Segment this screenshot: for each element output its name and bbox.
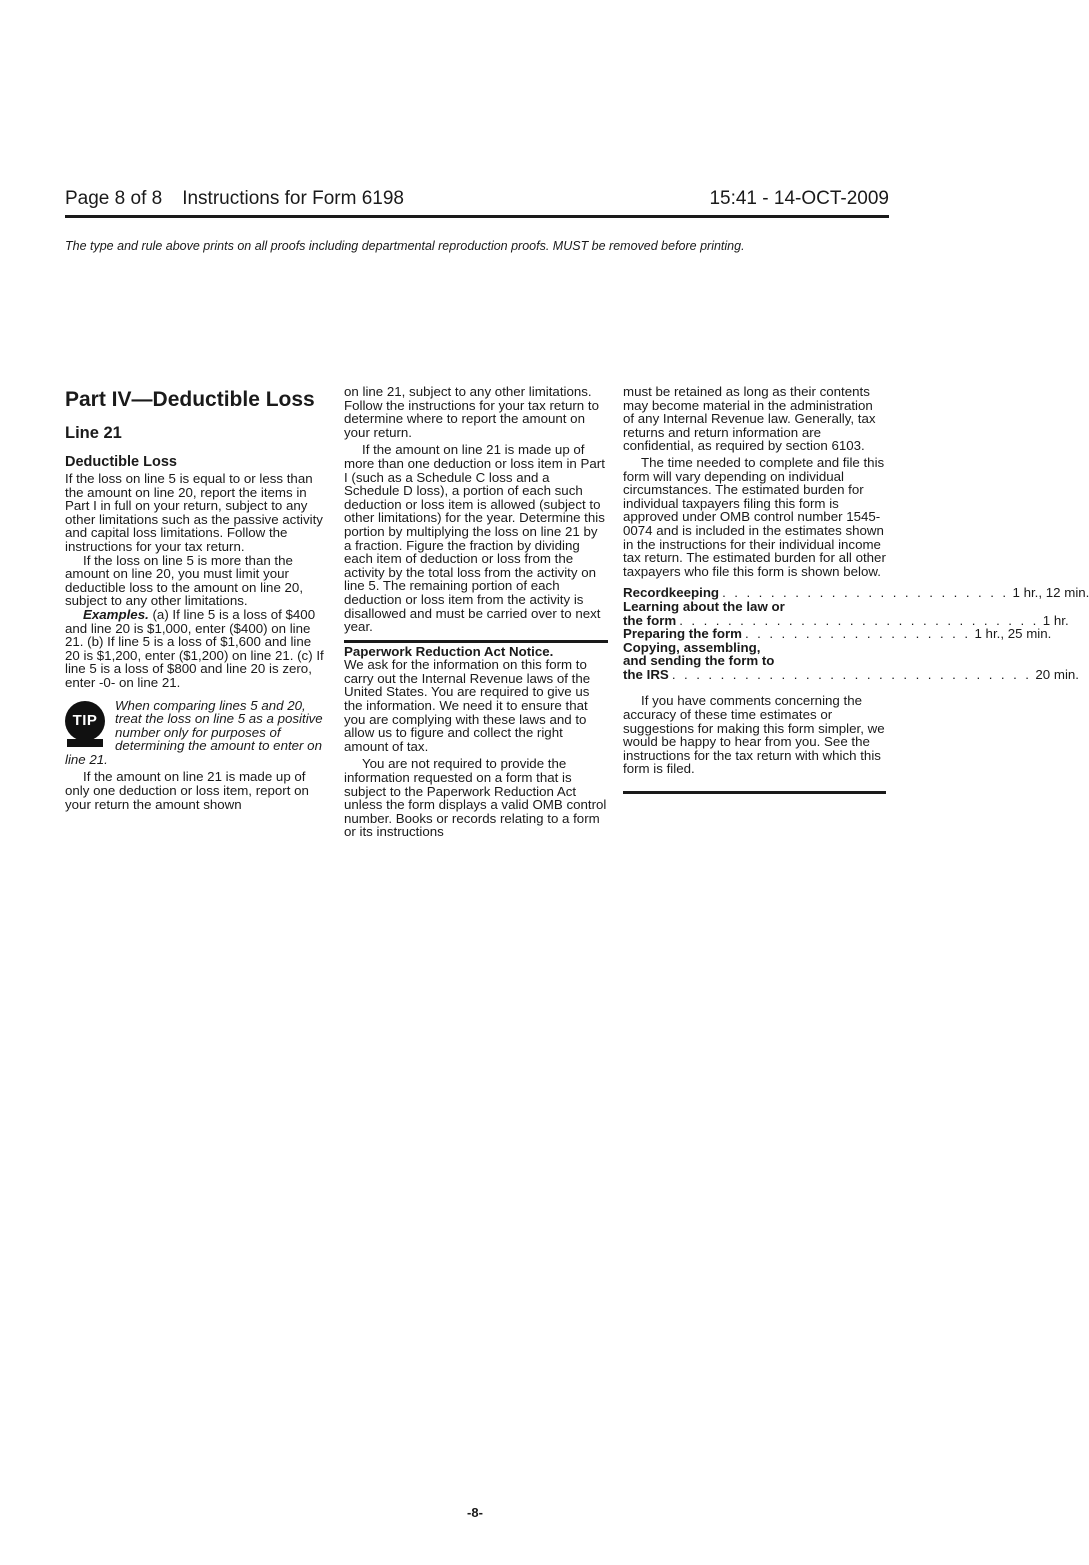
paragraph: on line 21, subject to any other limitations. Follow the instructions for your tax return to determine where to report the amount on your return. bbox=[344, 384, 599, 440]
burden-table bbox=[623, 585, 1089, 682]
header-rule bbox=[65, 215, 889, 218]
paragraph: The time needed to complete and file this form will vary depending on individual circumstances. The estimated burden for individual taxpayers filing this form is approved under OMB control number 1545-0074 and is included in the estimates shown in the instructions for their individual income tax return. The estimated burden for all other taxpayers who file this form is shown below. bbox=[623, 454, 886, 579]
burden-row-copying: the IRS . . . . . . . . . . . . . . . . . . . . . . . . . . . . . . 20 min. bbox=[623, 666, 1079, 682]
examples-paragraph bbox=[65, 608, 327, 690]
header-left bbox=[65, 188, 404, 210]
burden-row-copying-label-2: and sending the form to bbox=[623, 653, 775, 669]
burden-row-learning-label: Learning about the law or bbox=[623, 598, 785, 614]
end-rule bbox=[623, 791, 886, 794]
burden-row-recordkeeping: Recordkeeping . . . . . . . . . . . . . . . . . . . . . . . . 1 hr., 12 min. bbox=[623, 585, 1089, 601]
burden-row-copying-label: Copying, assembling, bbox=[623, 639, 761, 655]
tip-text: When comparing lines 5 and 20, treat the loss on line 5 as a positive number only for purposes of determining the amount to enter on line 21. bbox=[65, 697, 323, 767]
paragraph: We ask for the information on this form to carry out the Internal Revenue laws of the United States. You are required to give us the information. We need it to ensure that you are complying with these laws and to allow us to figure and collect the right amount of tax. bbox=[344, 657, 591, 754]
page-number: -8- bbox=[467, 1505, 483, 1520]
examples-text: (a) If line 5 is a loss of $400 and line 20 is $1,000, enter ($400) on line 21. (b) If line 5 is a loss of $1,600 and line 20 is $1,200, enter ($1,200) on line 21. (c) If line 5 is a loss of $800 and line 20 is zero, enter -0- on line 21. bbox=[65, 606, 324, 690]
tip-badge-label: TIP bbox=[72, 711, 98, 729]
part-heading: Part IV—Deductible Loss bbox=[65, 388, 315, 411]
line-heading: Line 21 bbox=[65, 424, 122, 442]
paragraph: If you have comments concerning the accuracy of these time estimates or suggestions for making this form simpler, we would be happy to hear from you. See the instructions for the tax return with which this form is filed. bbox=[623, 693, 885, 777]
examples-label: Examples. bbox=[83, 606, 149, 622]
section-rule bbox=[344, 640, 608, 643]
proof-note: The type and rule above prints on all proofs including departmental reproduction proofs. MUST be removed before printing. bbox=[65, 239, 745, 253]
paragraph: must be retained as long as their contents may become material in the administration of any Internal Revenue law. Generally, tax returns and return information are confidential, as required by section 6103. bbox=[623, 384, 876, 454]
burden-row-preparing: Preparing the form . . . . . . . . . . . . . . . . . . . 1 hr., 25 min. bbox=[623, 626, 1052, 642]
column-3 bbox=[623, 384, 1089, 794]
tip-icon bbox=[65, 701, 105, 741]
pra-heading: Paperwork Reduction Act Notice. bbox=[344, 643, 554, 659]
header-timestamp: 15:41 - 14-OCT-2009 bbox=[709, 188, 889, 209]
paragraph: If the loss on line 5 is equal to or less than the amount on line 20, report the items in Part I in full on your return, subject to any other limitations such as the passive activity and capital loss limitations. Follow the instructions for your tax return. bbox=[65, 471, 323, 554]
header-title: Instructions for Form 6198 bbox=[182, 188, 404, 209]
column-1 bbox=[65, 385, 327, 811]
tip-box bbox=[65, 699, 327, 767]
burden-row-learning: the form . . . . . . . . . . . . . . . . . . . . . . . . . . . . . . 1 hr. bbox=[623, 612, 1069, 628]
column-2 bbox=[344, 385, 608, 839]
paragraph: You are not required to provide the information requested on a form that is subject to the Paperwork Reduction Act unless the form displays a valid OMB control number. Books or records relating to a form or its instructions bbox=[344, 756, 607, 840]
sub-heading: Deductible Loss bbox=[65, 454, 177, 470]
paragraph: If the amount on line 21 is made up of more than one deduction or loss item in Part I (such as a Schedule C loss and a Schedule D loss), a portion of each such deduction or loss item is allowed (subject to other limitations) for the year. Determine this portion by multiplying the loss on line 21 by a fraction. Figure the fraction by dividing each item of deduction or loss from the activity by the total loss from the activity on line 5. The remaining portion of each deduction or loss item from the activity is disallowed and must be carried over to next year. bbox=[344, 442, 605, 635]
header-page: Page 8 of 8 bbox=[65, 188, 163, 209]
paragraph: If the loss on line 5 is more than the amount on line 20, you must limit your deductible loss to the amount on line 20, subject to any other limitations. bbox=[65, 552, 304, 609]
paragraph: If the amount on line 21 is made up of only one deduction or loss item, report on your return the amount shown bbox=[65, 769, 309, 812]
